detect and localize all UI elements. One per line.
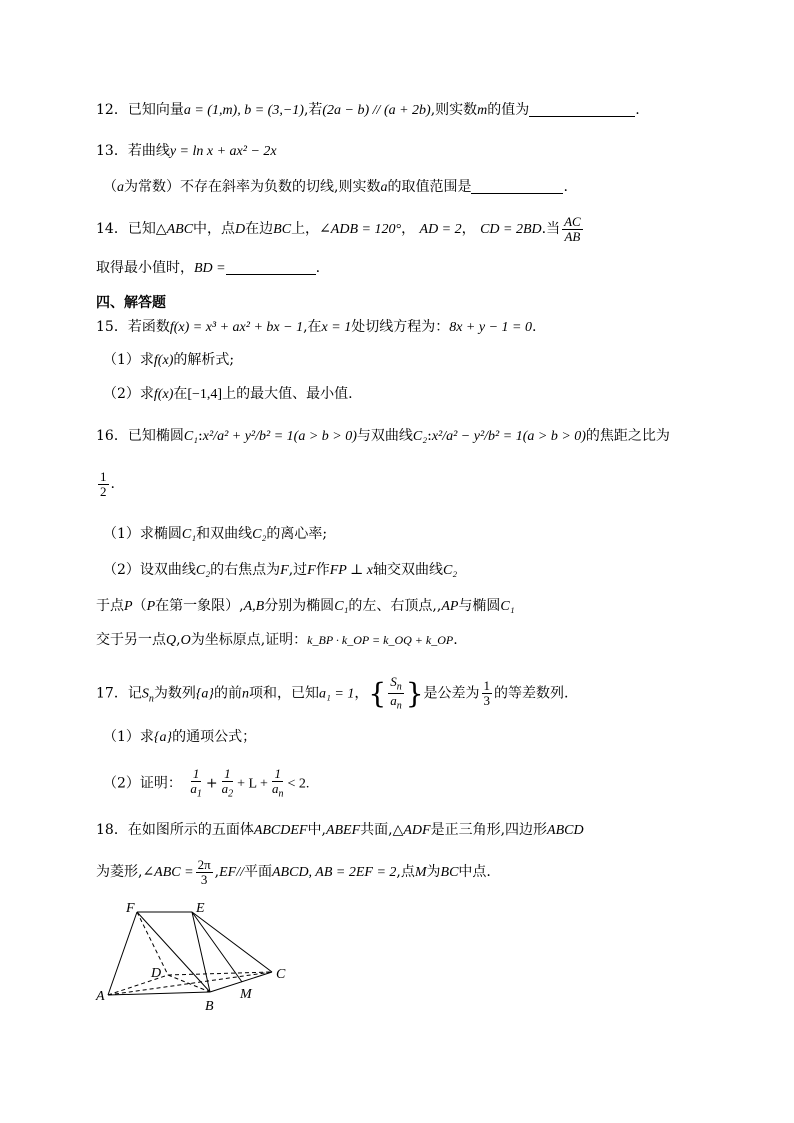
pentahedron-figure bbox=[92, 896, 312, 1016]
edge-FA bbox=[108, 912, 137, 995]
q12-condition: (2a − b) // (a + 2b) bbox=[322, 103, 431, 118]
q13-line2: （a为常数）不存在斜率为负数的切线,则实数a的取值范围是 . bbox=[103, 179, 568, 195]
q13-line1: 13．若曲线y = ln x + ax² − 2x bbox=[96, 143, 277, 159]
label-C: C bbox=[276, 967, 286, 982]
q12-vectors: a = (1,m), b = (3,−1) bbox=[183, 103, 304, 118]
q12-line: 12．已知向量a = (1,m), b = (3,−1),若(2a − b) // (a + 2b),则实数m的值为 . bbox=[96, 102, 640, 118]
q16-line4: 交于另一点Q,O为坐标原点,证明：k_BP · k_OP = k_OQ + k_OP. bbox=[96, 632, 458, 648]
q15-line1: 15．若函数f(x) = x³ + ax² + bx − 1,在x = 1处切线方程为：8x + y − 1 = 0. bbox=[96, 319, 537, 335]
q16-part1: （1）求椭圆C₁和双曲线C₂的离心率; bbox=[103, 526, 328, 542]
answer-blank[interactable] bbox=[471, 179, 563, 194]
q13-function: y = ln x + ax² − 2x bbox=[169, 144, 277, 159]
label-B: B bbox=[205, 999, 214, 1014]
q16-slope-eq: k_BP · k_OP = k_OQ + k_OP bbox=[307, 633, 454, 647]
q16-line1: 16．已知椭圆C₁:x²/a² + y²/b² = 1(a > b > 0)与双曲线C₂:x²/a² − y²/b² = 1(a > b > 0)的焦距之比为 bbox=[96, 428, 670, 444]
edge-FB bbox=[137, 912, 210, 992]
q18-line2: 为菱形,∠ABC = $\frac{2\pi}{3}$ ,EF//平面ABCD, AB = 2EF = 2,点M为BC中点. bbox=[96, 857, 491, 887]
q15-part1: （1）求f(x)的解析式; bbox=[103, 352, 235, 368]
edge-EC bbox=[192, 912, 272, 972]
q15-part2: （2）求f(x)在[−1,4]上的最大值、最小值. bbox=[103, 386, 353, 402]
edge-DB bbox=[168, 975, 210, 992]
q14-fraction: $\frac{AC}{AB}$ bbox=[564, 214, 581, 244]
q14-line1: 14．已知△ABC中，点D在边BC上，∠ADB = 120°， AD = 2， CD = 2BD.当 $\frac{AC}{AB}$ bbox=[96, 214, 581, 244]
answer-blank[interactable] bbox=[226, 260, 316, 275]
label-E: E bbox=[196, 901, 205, 916]
q17-part2: （2）证明： $\frac{1}{a_1}$ + $\frac{1}{a_2}$ + L + $\frac{1}{a_n}$ < 2. bbox=[103, 766, 310, 800]
q16-ratio: $\frac{1}{2}$ . bbox=[100, 469, 115, 499]
q16-ellipse-eq: x²/a² + y²/b² = 1(a > b > 0) bbox=[202, 429, 357, 444]
q17-part1: （1）求{a}的通项公式； bbox=[103, 729, 257, 745]
q16-hyperbola-eq: x²/a² − y²/b² = 1(a > b > 0) bbox=[431, 429, 586, 444]
label-F: F bbox=[126, 901, 135, 916]
q18-line1: 18．在如图所示的五面体ABCDEF中,ABEF共面,△ADF是正三角形,四边形ABCD bbox=[96, 822, 584, 838]
q16-line3: 于点P（P在第一象限）,A,B分别为椭圆C₁的左、右顶点,,AP与椭圆C₁ bbox=[96, 598, 515, 614]
label-D: D bbox=[151, 966, 162, 981]
section-title: 四、解答题 bbox=[96, 295, 166, 311]
q17-line1: 17．记$S_n$为数列{a}的前n项和，已知a₁ = 1，{ $\frac{S_n}{a_n}$ }是公差为 $\frac{1}{3}$ 的等差数列. bbox=[96, 674, 569, 712]
q16-part2: （2）设双曲线C₂的右焦点为F,过F作FP ⊥ x轴交双曲线C₂ bbox=[103, 562, 458, 578]
label-M: M bbox=[240, 987, 252, 1002]
q14-line2: 取得最小值时，BD = . bbox=[96, 260, 321, 276]
answer-blank[interactable] bbox=[529, 102, 635, 117]
label-A: A bbox=[96, 989, 105, 1004]
q17-ratio: $\frac{S_n}{a_n}$ bbox=[390, 674, 402, 712]
